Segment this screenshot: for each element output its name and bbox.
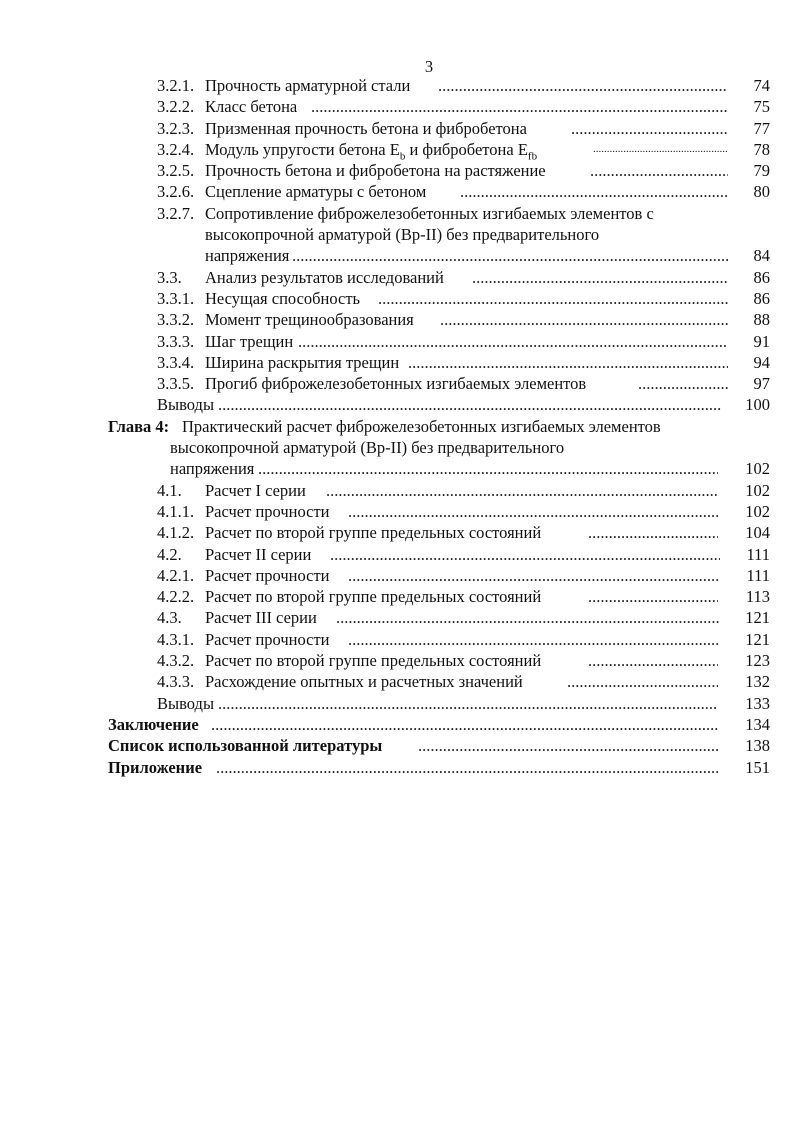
toc-entry-number: 3.3.1.	[157, 288, 195, 308]
toc-entry-page: 151	[745, 757, 770, 777]
toc-leader	[216, 757, 718, 778]
toc-entry-number: 4.3.2.	[157, 651, 195, 671]
toc-entry-page: 111	[746, 565, 770, 585]
toc-entry-page: 138	[745, 736, 770, 756]
toc-entry	[0, 522, 798, 543]
toc-entry-number: 3.3.2.	[157, 310, 195, 330]
toc-entry-page: 102	[745, 501, 770, 521]
toc-entry-number: 4.3.	[157, 608, 182, 628]
toc-leader	[593, 139, 728, 160]
toc-entry-page: 88	[753, 310, 770, 330]
toc-entry	[0, 160, 798, 181]
toc-leader	[330, 544, 720, 565]
toc-entry-title: Расчет прочности	[205, 501, 330, 521]
toc-entry-title: высокопрочной арматурой (Вр-II) без предварительного	[170, 438, 565, 458]
toc-entry-page: 102	[745, 480, 770, 500]
toc-entry-page: 134	[745, 714, 770, 734]
toc-entry	[0, 181, 798, 202]
subscript: b	[399, 150, 406, 163]
toc-entry-title: Список использованной литературы	[108, 736, 383, 756]
toc-entry-page: 84	[753, 246, 770, 266]
toc-entry-page: 86	[753, 267, 770, 287]
toc-entry-title: Заключение	[108, 714, 199, 734]
toc-entry-title: высокопрочной арматурой (Вр-II) без предварительного	[205, 225, 600, 245]
toc-entry-title: Расчет прочности	[205, 565, 330, 585]
toc-entry-title: Расчет III серии	[205, 608, 317, 628]
toc-leader	[588, 522, 718, 543]
toc-entry-title: Момент трещинообразования	[205, 310, 414, 330]
toc-entry	[0, 544, 798, 565]
toc-entry	[0, 394, 798, 415]
toc-leader	[408, 352, 728, 373]
toc-entry	[0, 203, 798, 224]
toc-entry	[0, 331, 798, 352]
toc-entry	[0, 501, 798, 522]
toc-entry-title: Практический расчет фиброжелезобетонных изгибаемых элементов	[182, 416, 661, 436]
toc-entry-title: Класс бетона	[205, 97, 298, 117]
toc-entry-number: 4.1.1.	[157, 501, 195, 521]
toc-entry-page: 133	[745, 693, 770, 713]
toc-entry-title: Прогиб фиброжелезобетонных изгибаемых элементов	[205, 374, 587, 394]
toc-chapter-number: Глава 4:	[108, 416, 170, 436]
toc-section-entry	[0, 714, 798, 735]
toc-leader	[438, 75, 728, 96]
toc-leader	[258, 458, 718, 479]
toc-entry-title: Расчет I серии	[205, 480, 306, 500]
toc-entry-number: 4.1.2.	[157, 523, 195, 543]
toc-entry-number: 3.2.6.	[157, 182, 195, 202]
toc-entry-page: 113	[745, 587, 770, 607]
toc-entry-page: 91	[753, 331, 770, 351]
toc-entry-number: 3.2.3.	[157, 118, 195, 138]
toc-entry-title: напряжения	[205, 246, 290, 266]
toc-entry	[0, 288, 798, 309]
toc-entry-title: Расчет II серии	[205, 544, 312, 564]
toc-leader	[440, 309, 728, 330]
toc-entry-title: напряжения	[170, 459, 255, 479]
toc-entry-title: Выводы	[157, 693, 215, 713]
toc-entry	[0, 607, 798, 628]
toc-entry-title: Расчет по второй группе предельных состояний	[205, 587, 542, 607]
toc-entry-page: 77	[753, 118, 770, 138]
toc-entry-continuation	[0, 245, 798, 266]
toc-entry-title: Анализ результатов исследований	[205, 267, 444, 287]
toc-entry-page: 121	[745, 629, 770, 649]
toc-entry-page: 100	[745, 395, 770, 415]
toc-entry-title: Сцепление арматуры с бетоном	[205, 182, 427, 202]
toc-entry-number: 3.2.1.	[157, 76, 195, 95]
toc-entry-continuation	[0, 224, 798, 245]
toc-entry-title: Приложение	[108, 757, 203, 777]
toc-entry-page: 78	[753, 139, 770, 159]
toc-entry-page: 104	[745, 523, 770, 543]
toc-entry	[0, 693, 798, 714]
toc-leader	[588, 586, 718, 607]
toc-entry-page: 74	[753, 76, 770, 95]
toc-entry-number: 3.2.5.	[157, 161, 195, 181]
toc-entry-number: 4.2.	[157, 544, 182, 564]
toc-entry	[0, 650, 798, 671]
toc-entry-title: Выводы	[157, 395, 215, 415]
toc-entry	[0, 118, 798, 139]
toc-leader	[336, 607, 720, 628]
toc-leader	[418, 735, 718, 756]
subscript: fb	[527, 150, 538, 163]
toc-entry	[0, 671, 798, 692]
toc-entry-number: 3.3.4.	[157, 352, 195, 372]
toc-entry-title-part: Модуль упругости бетона E	[205, 139, 400, 159]
toc-entry-number: 3.2.2.	[157, 97, 195, 117]
toc-entry-number: 4.3.1.	[157, 629, 195, 649]
toc-entry	[0, 480, 798, 501]
toc-entry	[0, 352, 798, 373]
toc-entry-title: Расхождение опытных и расчетных значений	[205, 672, 523, 692]
toc-leader	[218, 693, 718, 714]
toc-entry-title: Прочность арматурной стали	[205, 76, 411, 95]
table-of-contents	[0, 75, 798, 778]
page-number: 3	[424, 57, 434, 76]
toc-entry-continuation	[0, 437, 798, 458]
toc-leader	[348, 565, 720, 586]
toc-entry-title: Шаг трещин	[205, 331, 294, 351]
toc-entry-title: Сопротивление фиброжелезобетонных изгибаемых элементов с	[205, 203, 654, 223]
toc-entry	[0, 629, 798, 650]
toc-entry-title: Расчет по второй группе предельных состояний	[205, 651, 542, 671]
toc-leader	[326, 480, 718, 501]
toc-leader	[348, 501, 718, 522]
toc-entry-page: 123	[745, 651, 770, 671]
toc-leader	[638, 373, 728, 394]
toc-leader	[311, 96, 728, 117]
toc-entry-title-part: и фибробетона E	[405, 139, 528, 159]
toc-entry-page: 111	[746, 544, 770, 564]
toc-entry	[0, 586, 798, 607]
toc-entry-title: Прочность бетона и фибробетона на растяжение	[205, 161, 546, 181]
toc-entry-continuation	[0, 458, 798, 479]
toc-leader	[211, 714, 718, 735]
toc-leader	[460, 181, 728, 202]
toc-entry-title: Призменная прочность бетона и фибробетона	[205, 118, 527, 138]
toc-entry-title: Ширина раскрытия трещин	[205, 352, 400, 372]
toc-entry-number: 3.2.7.	[157, 203, 195, 223]
toc-entry-page: 102	[745, 459, 770, 479]
toc-entry-number: 4.2.2.	[157, 587, 195, 607]
toc-entry-page: 97	[753, 374, 770, 394]
toc-entry	[0, 309, 798, 330]
toc-entry	[0, 565, 798, 586]
toc-section-entry	[0, 735, 798, 756]
toc-entry-title: Расчет прочности	[205, 629, 330, 649]
toc-entry	[0, 75, 798, 96]
toc-leader	[571, 118, 728, 139]
toc-chapter-entry	[0, 416, 798, 437]
toc-entry-page: 79	[753, 161, 770, 181]
toc-entry-title: Несущая способность	[205, 288, 361, 308]
toc-entry-page: 86	[753, 288, 770, 308]
toc-entry-page: 75	[753, 97, 770, 117]
toc-entry	[0, 96, 798, 117]
toc-leader	[590, 160, 728, 181]
toc-leader	[567, 671, 718, 692]
toc-section-entry	[0, 757, 798, 778]
toc-entry-number: 4.2.1.	[157, 565, 195, 585]
toc-leader	[218, 394, 722, 415]
toc-entry	[0, 373, 798, 394]
toc-entry-number: 3.3.3.	[157, 331, 195, 351]
toc-leader	[588, 650, 718, 671]
toc-leader	[348, 629, 720, 650]
toc-entry-number: 4.1.	[157, 480, 182, 500]
toc-entry-title: Расчет по второй группе предельных состояний	[205, 523, 542, 543]
toc-entry-number: 3.3.	[157, 267, 182, 287]
toc-entry-page: 80	[753, 182, 770, 202]
toc-entry	[0, 267, 798, 288]
toc-entry	[0, 139, 798, 163]
toc-leader	[378, 288, 728, 309]
toc-entry-page: 94	[753, 352, 770, 372]
toc-leader	[472, 267, 728, 288]
toc-leader	[292, 245, 728, 266]
toc-entry-page: 132	[745, 672, 770, 692]
toc-entry-number: 4.3.3.	[157, 672, 195, 692]
toc-entry-page: 121	[745, 608, 770, 628]
toc-leader	[298, 331, 728, 352]
toc-entry-number: 3.3.5.	[157, 374, 195, 394]
toc-entry-number: 3.2.4.	[157, 139, 195, 159]
